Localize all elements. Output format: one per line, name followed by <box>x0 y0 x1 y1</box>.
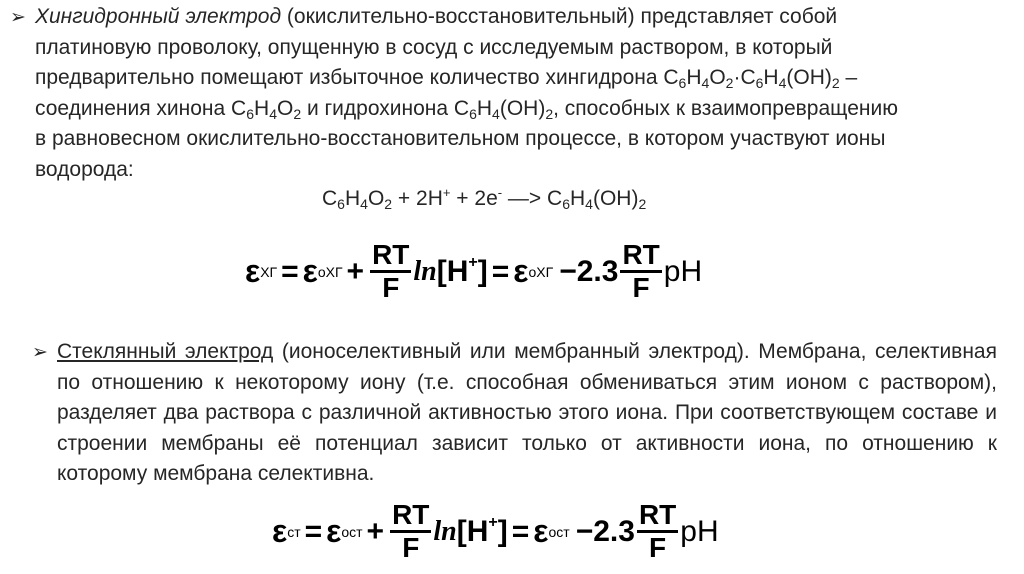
paragraph-quinhydrone-electrode: Хингидронный электрод (окислительно-восстановительный) представляет собой платиновую проволоку, опущенную в сосуд с исследуемым раствором, в который предварительно помещают избыточное количество хингидрона $C_6H_4O_2\cdot C_6H_4(OH)_2$ – соединения хинона $C_6H_4O_2$ и гидрохинона $C_6H_4(OH)_2$, способных к взаимопревращению в равновесном окислительно-восстановительном процессе, в котором участвуют ионы водорода: <box>35 5 898 181</box>
bullet-arrow-icon: ➢ <box>10 7 26 28</box>
redox-reaction-equation: $C_6H_4O_2 + 2H^+ + 2e^-$ —> $C_6H_4(OH)_2$ <box>322 185 647 212</box>
term-quinhydrone: Хингидронный электрод <box>35 5 282 28</box>
nernst-equation-glass: ε ст = ε o ст + $\frac{RT}{F}$ ln [H+] = ε o ст −2.3 $\frac{RT}{F}$ pH <box>272 499 719 563</box>
paragraph-glass-electrode: Стеклянный электрод (ионоселективный или мембранный электрод). Мембрана, селективная по отношению к некоторому иону (т.е. способная обмениваться этим ионом с раствором), разделяет два раствора с различной активностью этого иона. При соответствующем составе и строении мембраны её потенциал зависит только от активности иона, по отношению к которому мембрана селективна. <box>57 340 997 485</box>
nernst-equation-quinhydrone: ε ХГ = ε o ХГ + $\frac{RT}{F}$ ln [H+] = ε o ХГ −2.3 $\frac{RT}{F}$ pH <box>245 239 703 303</box>
bullet-arrow-icon: ➢ <box>32 342 48 363</box>
term-glass-electrode: Стеклянный электрод <box>57 340 274 363</box>
